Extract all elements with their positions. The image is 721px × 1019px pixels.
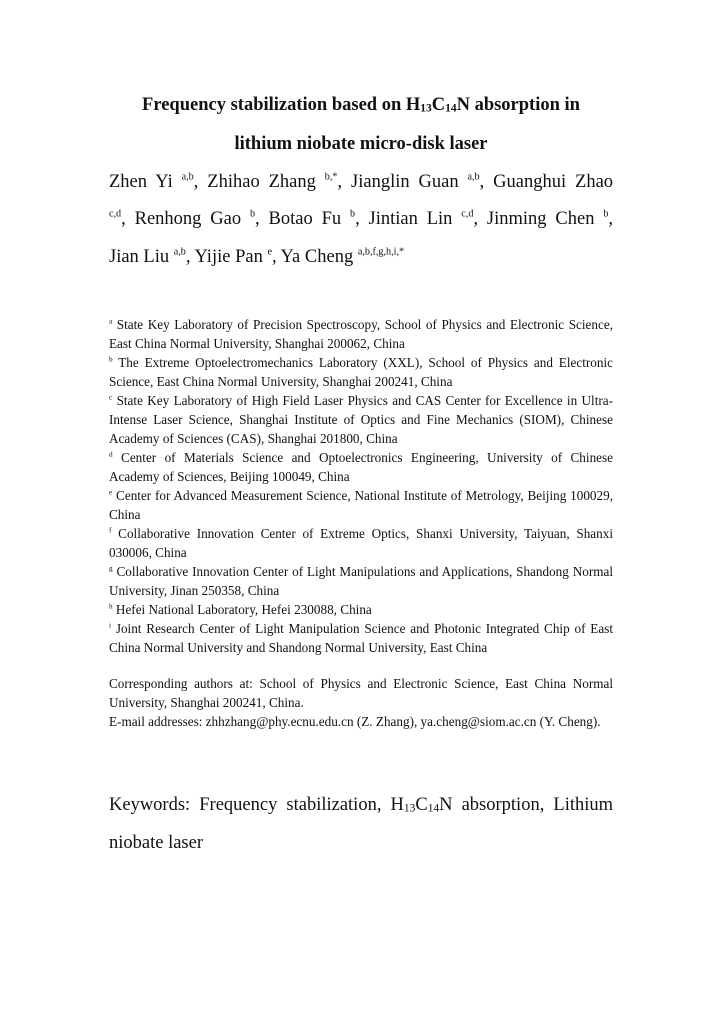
author: Zhihao Zhang $^{b,*}$, <box>207 171 343 192</box>
affiliation-list <box>109 315 613 657</box>
author-affiliation-marks: $^{c,d}$, <box>109 208 126 229</box>
author: Jianglin Guan $^{a,b}$, <box>351 171 485 192</box>
paper-title-line-1: Frequency stabilization based on $H_{13}C_{14}N$ absorption in <box>142 95 580 115</box>
keywords-line-2: niobate laser <box>109 833 203 853</box>
author: Guanghui Zhao <box>493 172 614 192</box>
author: Jintian Lin $^{c,d}$, <box>368 208 479 229</box>
keywords-line-1: Keywords: Frequency stabilization, $H_{13}C_{14}N$ absorption, Lithium <box>109 795 614 815</box>
corresponding-emails: E-mail addresses: zhhzhang@phy.ecnu.edu.cn (Z. Zhang), ya.cheng@siom.ac.cn (Y. Cheng). <box>109 714 601 729</box>
author: Jinming Chen $^b$, <box>486 208 614 229</box>
affiliation-item: $^f$ Collaborative Innovation Center of Extreme Optics, Shanxi University, Taiyuan, Shanxi 030006, China <box>109 526 614 560</box>
author: Zhen Yi $^{a,b}$, <box>109 171 199 192</box>
author: Ya Cheng $^{a,b,f,g,h,i,*}$ <box>280 246 405 267</box>
affiliation-item: $^i$ Joint Research Center of Light Manipulation Science and Photonic Integrated Chip of East China Normal University and Shandong Normal University, East China <box>109 621 613 655</box>
author: Botao Fu $^b$, <box>268 208 360 229</box>
author: Renhong Gao $^b$, <box>134 208 260 229</box>
paper-title-line-2: lithium niobate micro-disk laser <box>234 134 488 154</box>
affiliation-item: $^a$ State Key Laboratory of Precision Spectroscopy, School of Physics and Electronic Science, East China Normal University, Shanghai 200062, China <box>109 317 613 351</box>
author-line <box>109 247 613 268</box>
affiliation-item: $^d$ Center of Materials Science and Optoelectronics Engineering, University of Chinese Academy of Sciences, Beijing 100049, China <box>109 450 613 484</box>
affiliation-item: $^c$ State Key Laboratory of High Field Laser Physics and CAS Center for Excellence in Ultra-Intense Laser Science, Shanghai Institute of Optics and Fine Mechanics (SIOM), Chinese Academy of Sciences (CAS), Shanghai 201800, China <box>109 393 614 446</box>
keywords <box>109 786 613 862</box>
affiliation-item: $^b$ The Extreme Optoelectromechanics Laboratory (XXL), School of Physics and Electronic Science, East China Normal University, Shanghai 200241, China <box>109 355 613 389</box>
affiliation-item: $^g$ Collaborative Innovation Center of Light Manipulations and Applications, Shandong Normal University, Jinan 250358, China <box>109 564 613 598</box>
author: Yijie Pan $^e$, <box>194 246 277 267</box>
affiliation-item: $^h$ Hefei National Laboratory, Hefei 230088, China <box>109 602 372 617</box>
corresponding-address: Corresponding authors at: School of Physics and Electronic Science, East China Normal University, Shanghai 200241, China. <box>109 676 613 710</box>
author-line <box>109 209 613 230</box>
author: Jian Liu $^{a,b}$, <box>109 246 191 267</box>
corresponding-authors <box>109 674 613 731</box>
affiliation-item: $^e$ Center for Advanced Measurement Science, National Institute of Metrology, Beijing 100029, China <box>109 488 614 522</box>
author-line <box>109 172 613 193</box>
